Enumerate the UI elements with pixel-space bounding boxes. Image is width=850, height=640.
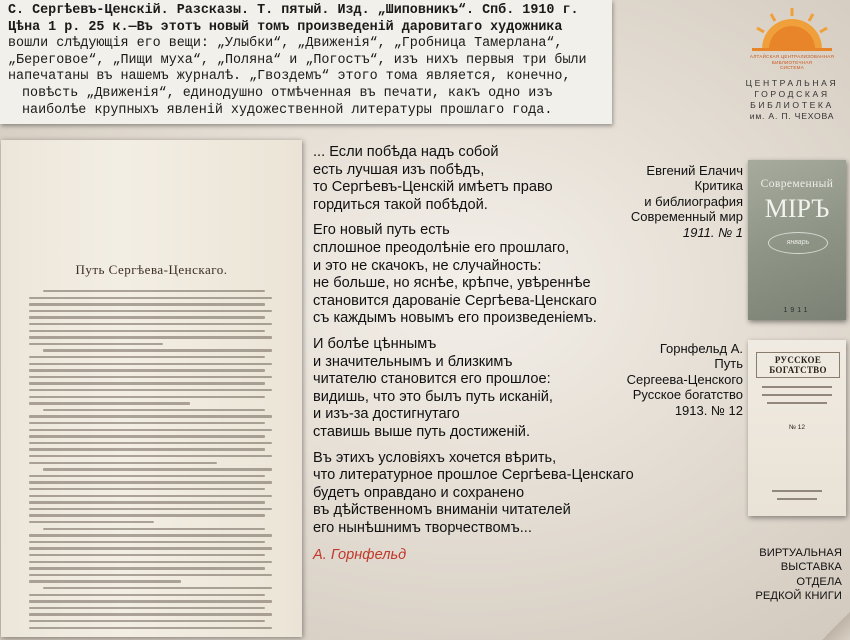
cover2-number: № 12 [788,424,805,431]
scan-text-line [29,561,272,563]
cover1-title-top: Современный [760,178,834,190]
quote-paragraph: Его новый путь есть сплошное преодолѣніе его прошлаго, и это не скачокъ, не случайность: не больше, но яснѣе, крѣпче, увѣреннѣе становится дарованіе Сергѣева-Ценскаго съ каждымъ новымъ его произведеніемъ. [313,222,597,327]
clipping-line: напечатаны въ нашемъ журналѣ. „Гвоздемъ“ этого тома является, конечно, [8,69,571,85]
scan-text-line [29,455,272,457]
scan-text-line [29,541,265,543]
cover1-month-oval: январь [768,232,828,254]
clipping-line: Цѣна 1 р. 25 к.—Въ этотъ новый томъ произведеній даровитаго художника [8,19,563,35]
scan-text-line [29,442,272,444]
scan-text-line [29,613,272,615]
scan-text-line [29,448,265,450]
scan-text-line [29,330,265,332]
scanned-article-page [1,140,302,637]
library-logo [742,4,842,71]
quote-paragraph: Въ этихъ условіяхъ хочется вѣрить, что литературное прошлое Сергѣева-Ценскаго будетъ оправдано и сохранено въ дѣйственномъ вниманіи читателей его нынѣшнимъ творчествомъ... А. Горнфельд [313,450,713,566]
quote-paragraph: И болѣе цѣннымъ и значительнымъ и близкимъ читателю становится его прошлое: видишь, что это былъ путь исканій, и изъ-за достигнутаго ставишь выше путь достиженій. [313,335,553,440]
scan-text-line [29,422,265,424]
scan-text-line [29,297,272,299]
scan-text-line [29,396,265,398]
scan-text-line [29,389,272,391]
scan-text-line [29,488,265,490]
scan-text-line [29,574,272,576]
scan-text-line [29,376,272,378]
scan-text-line [29,429,272,431]
scan-text-line [43,528,265,530]
scan-text-line [29,415,272,417]
cover2-text-line [767,402,827,404]
scan-text-line [29,521,154,523]
scan-text-line [43,587,272,589]
scan-text-line [43,468,272,470]
scan-text-line [29,580,181,582]
clipping-line: С. Сергѣевъ-Ценскій. Разсказы. Т. пятый. Изд. „Шиповникъ“. Спб. 1910 г. [8,3,579,18]
reference-gornfeld: Горнфельд А. Путь Сергеева-Ценского Русское богатство 1913. № 12 [626,341,743,418]
scan-text-line [29,310,272,312]
scan-text-line [29,343,163,345]
scan-text-line [29,462,217,464]
scan-text-line [29,508,272,510]
cover2-text-line [777,498,817,500]
quote-signature: А. Горнфельд [313,547,407,564]
scan-text-line [29,382,265,384]
scan-text-line [29,475,265,477]
exhibition-caption: ВИРТУАЛЬНАЯ ВЫСТАВКА ОТДЕЛА РЕДКОЙ КНИГИ [755,547,842,603]
cover2-text-line [762,386,832,388]
scan-text-line [29,303,265,305]
cover2-title: РУССКОЕ БОГАТСТВО [756,352,840,378]
scan-text-line [29,600,272,602]
library-name: ЦЕНТРАЛЬНАЯ ГОРОДСКАЯ БИБЛИОТЕКА им. А. П. ЧЕХОВА [745,78,839,121]
scan-text-line [29,607,265,609]
cover1-year: 1911 [783,307,811,314]
scan-text-line [29,323,272,325]
journal-cover-russkoe-bogatstvo [748,340,846,516]
logo-caption: АЛТАЙСКАЯ ЦЕНТРАЛИЗОВАННАЯ БИБЛИОТЕЧНАЯ СИСТЕМА [749,54,835,70]
journal-cover-sovremenny-mir [748,160,846,320]
page-fold-corner [822,612,850,640]
clipping-line: повѣсть „Движенія“, единодушно отмѣченная въ печати, какъ одно изъ [22,85,553,101]
scan-text-line [29,627,272,629]
scan-text-line [43,349,272,351]
scan-title: Путь Сергѣева-Ценскаго. [75,262,228,277]
scan-text-line [29,514,265,516]
scan-text-line [29,336,272,338]
sun-logo-icon [747,4,837,54]
clipping-line: вошли слѣдующія его вещи: „Улыбки“, „Движенія“, „Гробница Тамерлана“, [8,36,563,52]
scan-text-line [29,620,265,622]
scan-text-line [29,554,265,556]
scan-text-line [29,316,265,318]
clipping-line: наиболѣе крупныхъ явленій художественной литературы прошлаго года. [22,102,553,118]
scan-text-line [29,495,272,497]
cover2-text-line [772,490,822,492]
scan-text-line [29,534,272,536]
scan-text-line [29,356,265,358]
clipping-line: „Береговое“, „Пищи муха“, „Поляна“ и „Погостъ“, изъ нихъ первыя три были [8,52,587,68]
scan-text-line [29,363,272,365]
quote-paragraph: ... Если побѣда надъ собой есть лучшая изъ побѣдъ, то Сергѣевъ-Ценскій имѣетъ право гордиться такой побѣдой. [313,144,553,213]
reference-elachich: Евгений Елачич Критика и библиография Современный мир 1911. № 1 [630,163,743,240]
scan-text-line [29,567,265,569]
newspaper-clipping [0,0,612,124]
scan-text-line [43,409,265,411]
scan-text-line [29,369,265,371]
scan-text-line [29,547,272,549]
scan-text-line [43,290,265,292]
scan-text-line [29,594,265,596]
scan-text-line [29,402,190,404]
cover2-text-line [762,394,832,396]
scan-text-line [29,501,265,503]
scan-text-line [29,435,265,437]
scan-text-line [29,481,272,483]
cover1-title-main: МIРЪ [764,194,830,223]
